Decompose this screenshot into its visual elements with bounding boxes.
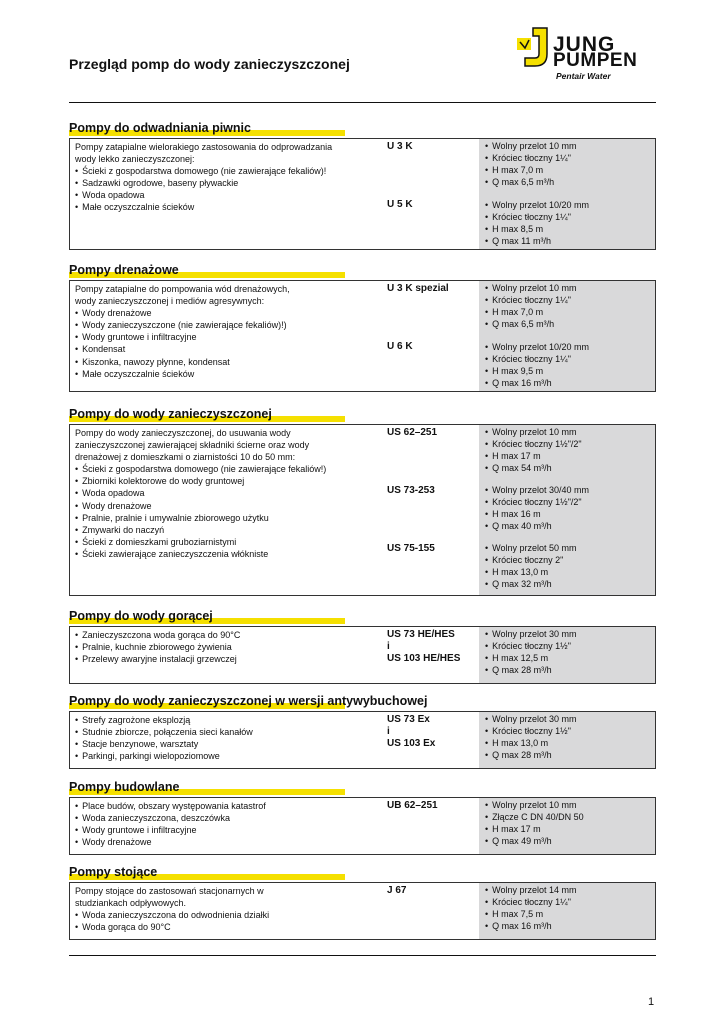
jung-logo-mark-icon [517,24,553,68]
spec-line: • Króciec tłoczny 1¼" [485,353,589,365]
application-bullet: • Woda opadowa [75,487,370,499]
spec-line: • Q max 11 m³/h [485,235,589,247]
model-cell [375,627,479,683]
section-0 [69,120,656,250]
section-4 [69,693,656,769]
spec-line: • H max 17 m [485,823,584,835]
spec-cell [479,425,655,595]
model-cell [375,139,479,249]
product-table [69,626,656,684]
spec-line: • Q max 49 m³/h [485,835,584,847]
model-cell [375,281,479,391]
spec-line: • Wolny przelot 10 mm [485,282,577,294]
model-name: i [387,641,390,652]
spec-line: • Wolny przelot 50 mm [485,542,577,554]
spec-line: • H max 8,5 m [485,223,589,235]
description-cell [70,627,375,683]
spec-cell [479,281,655,391]
product-table [69,138,656,250]
description-line: wody zanieczyszczonej i mediów agresywnych: [75,296,265,307]
spec-line: • Złącze C DN 40/DN 50 [485,811,584,823]
section-title [69,779,656,797]
description-cell [70,712,375,768]
spec-cell [479,798,655,854]
section-title [69,406,656,424]
product-table [69,280,656,392]
page-title: Przegląd pomp do wody zanieczyszczonej [69,56,350,72]
application-bullet: • Zbiorniki kolektorowe do wody gruntowej [75,475,370,487]
application-bullet: • Ścieki z gospodarstwa domowego (nie zawierające fekaliów!) [75,463,370,475]
application-bullet: • Małe oczyszczalnie ścieków [75,201,370,213]
spec-line: • H max 13,0 m [485,737,577,749]
spec-line: • Króciec tłoczny 1¼" [485,211,589,223]
application-bullet: • Ścieki z domieszkami gruboziarnistymi [75,536,370,548]
description-line: Pompy stojące do zastosowań stacjonarnych w [75,886,264,896]
spec-group [485,282,577,330]
spec-line: • Wolny przelot 14 mm [485,884,577,896]
application-bullet: • Zmywarki do naczyń [75,524,370,536]
description-cell [70,883,375,939]
application-bullet: • Kondensat [75,343,370,355]
spec-group [485,799,584,847]
description-line: wody lekko zanieczyszczonej: [75,154,195,165]
model-cell [375,883,479,939]
application-bullet: • Ścieki zawierające zanieczyszczenia włókniste [75,548,370,560]
model-name: US 75-155 [387,543,435,554]
spec-line: • Wolny przelot 30 mm [485,713,577,725]
application-bullet: • Place budów, obszary występowania katastrof [75,800,370,812]
description-line: drenażowej z domieszkami o ziarnistości 10 do 50 mm: [75,452,296,463]
spec-line: • Q max 40 m³/h [485,520,589,532]
application-bullet: • Wody zanieczyszczone (nie zawierające fekaliów)!) [75,319,370,331]
spec-line: • H max 16 m [485,508,589,520]
product-table [69,424,656,596]
application-bullet: • Małe oczyszczalnie ścieków [75,368,370,380]
section-title-text: Pompy do wody zanieczyszczonej [69,407,272,421]
section-2 [69,406,656,596]
section-title-text: Pompy do wody zanieczyszczonej w wersji antywybuchowej [69,694,428,708]
application-bullet: • Studnie zbiorcze, połączenia sieci kanałów [75,726,370,738]
section-title-text: Pompy do wody gorącej [69,609,213,623]
spec-line: • Króciec tłoczny 1½" [485,640,577,652]
model-name: UB 62–251 [387,800,438,811]
section-title-text: Pompy stojące [69,865,158,879]
spec-group [485,341,589,389]
model-name: J 67 [387,885,407,896]
model-cell [375,798,479,854]
spec-group [485,426,582,474]
section-1 [69,262,656,392]
spec-line: • Króciec tłoczny 1¼" [485,152,577,164]
spec-line: • Króciec tłoczny 1¼" [485,294,577,306]
spec-line: • Q max 28 m³/h [485,664,577,676]
application-bullet: • Stacje benzynowe, warsztaty [75,738,370,750]
model-name: US 73 Ex [387,714,430,725]
section-title [69,693,656,711]
spec-line: • Wolny przelot 10 mm [485,140,577,152]
model-cell [375,712,479,768]
application-bullet: • Woda opadowa [75,189,370,201]
description-line: Pompy do wody zanieczyszczonej, do usuwania wody [75,428,291,438]
spec-line: • Króciec tłoczny 1½" [485,725,577,737]
spec-line: • H max 12,5 m [485,652,577,664]
application-bullet: • Wody gruntowe i infiltracyjne [75,824,370,836]
section-title [69,608,656,626]
application-bullet: • Pralnie, kuchnie zbiorowego żywienia [75,641,370,653]
model-cell [375,425,479,595]
spec-cell [479,883,655,939]
spec-group [485,484,589,532]
spec-line: • Wolny przelot 30 mm [485,628,577,640]
description-cell [70,281,375,391]
spec-line: • Króciec tłoczny 1½"/2" [485,438,582,450]
application-bullet: • Zanieczyszczona woda gorąca do 90°C [75,629,370,641]
section-title [69,864,656,882]
application-bullet: • Przelewy awaryjne instalacji grzewczej [75,653,370,665]
application-bullet: • Kiszonka, nawozy płynne, kondensat [75,356,370,368]
spec-line: • Q max 28 m³/h [485,749,577,761]
spec-line: • H max 13,0 m [485,566,577,578]
application-bullet: • Woda gorąca do 90°C [75,921,370,933]
application-bullet: • Parkingi, parkingi wielopoziomowe [75,750,370,762]
spec-line: • H max 7,0 m [485,164,577,176]
spec-cell [479,712,655,768]
application-bullet: • Wody drenażowe [75,836,370,848]
section-title [69,120,656,138]
description-line: Pompy zatapialne wielorakiego zastosowania do odprowadzania [75,142,333,152]
logo-text-pumpen: PUMPEN [553,50,638,71]
spec-line: • Q max 16 m³/h [485,920,577,932]
spec-line: • Króciec tłoczny 1½"/2" [485,496,589,508]
spec-line: • Wolny przelot 10/20 mm [485,199,589,211]
spec-line: • Wolny przelot 30/40 mm [485,484,589,496]
model-name: U 6 K [387,341,413,352]
spec-line: • Q max 32 m³/h [485,578,577,590]
model-name: US 73-253 [387,485,435,496]
company-logo [517,24,657,82]
spec-line: • Q max 6,5 m³/h [485,318,577,330]
application-bullet: • Sadzawki ogrodowe, baseny pływackie [75,177,370,189]
model-name: i [387,726,390,737]
spec-line: • Wolny przelot 10 mm [485,799,584,811]
spec-cell [479,627,655,683]
application-bullet: • Wody gruntowe i infiltracyjne [75,331,370,343]
spec-line: • Wolny przelot 10/20 mm [485,341,589,353]
section-title-text: Pompy budowlane [69,780,180,794]
spec-line: • H max 9,5 m [485,365,589,377]
spec-cell [479,139,655,249]
description-line: zanieczyszczonej zawierającej składniki ścierne oraz wody [75,440,310,451]
spec-line: • H max 17 m [485,450,582,462]
section-3 [69,608,656,684]
description-line: studziankach odpływowych. [75,898,187,909]
spec-line: • Q max 54 m³/h [485,462,582,474]
spec-line: • H max 7,5 m [485,908,577,920]
spec-group [485,628,577,676]
model-name: U 3 K spezial [387,283,449,294]
spec-line: • Q max 6,5 m³/h [485,176,577,188]
section-title-text: Pompy do odwadniania piwnic [69,121,251,135]
product-table [69,797,656,855]
spec-line: • Q max 16 m³/h [485,377,589,389]
spec-group [485,713,577,761]
spec-group [485,199,589,247]
application-bullet: • Woda zanieczyszczona, deszczówka [75,812,370,824]
application-bullet: • Wody drenażowe [75,307,370,319]
product-table [69,711,656,769]
section-6 [69,864,656,940]
top-divider [69,102,656,103]
section-5 [69,779,656,855]
model-name: US 103 HE/HES [387,653,461,664]
product-table [69,882,656,940]
spec-group [485,542,577,590]
page-number: 1 [648,996,655,1008]
model-name: US 62–251 [387,427,438,438]
application-bullet: • Pralnie, pralnie i umywalnie zbiorowego użytku [75,512,370,524]
bottom-divider [69,955,656,956]
section-title [69,262,656,280]
application-bullet: • Woda zanieczyszczona do odwodnienia działki [75,909,370,921]
section-title-text: Pompy drenażowe [69,263,179,277]
spec-group [485,140,577,188]
spec-line: • Wolny przelot 10 mm [485,426,582,438]
spec-line: • H max 7,0 m [485,306,577,318]
model-name: U 3 K [387,141,413,152]
description-cell [70,425,375,595]
logo-text-pentair: Pentair Water [556,71,611,81]
logo-text-jung: JUNG [553,33,616,56]
application-bullet: • Strefy zagrożone eksplozją [75,714,370,726]
description-cell [70,139,375,249]
spec-line: • Króciec tłoczny 1¼" [485,896,577,908]
description-cell [70,798,375,854]
model-name: US 73 HE/HES [387,629,455,640]
description-line: Pompy zatapialne do pompowania wód drenażowych, [75,284,290,294]
application-bullet: • Ścieki z gospodarstwa domowego (nie zawierające fekaliów)! [75,165,370,177]
spec-line: • Króciec tłoczny 2" [485,554,577,566]
model-name: US 103 Ex [387,738,436,749]
spec-group [485,884,577,932]
model-name: U 5 K [387,199,413,210]
application-bullet: • Wody drenażowe [75,500,370,512]
